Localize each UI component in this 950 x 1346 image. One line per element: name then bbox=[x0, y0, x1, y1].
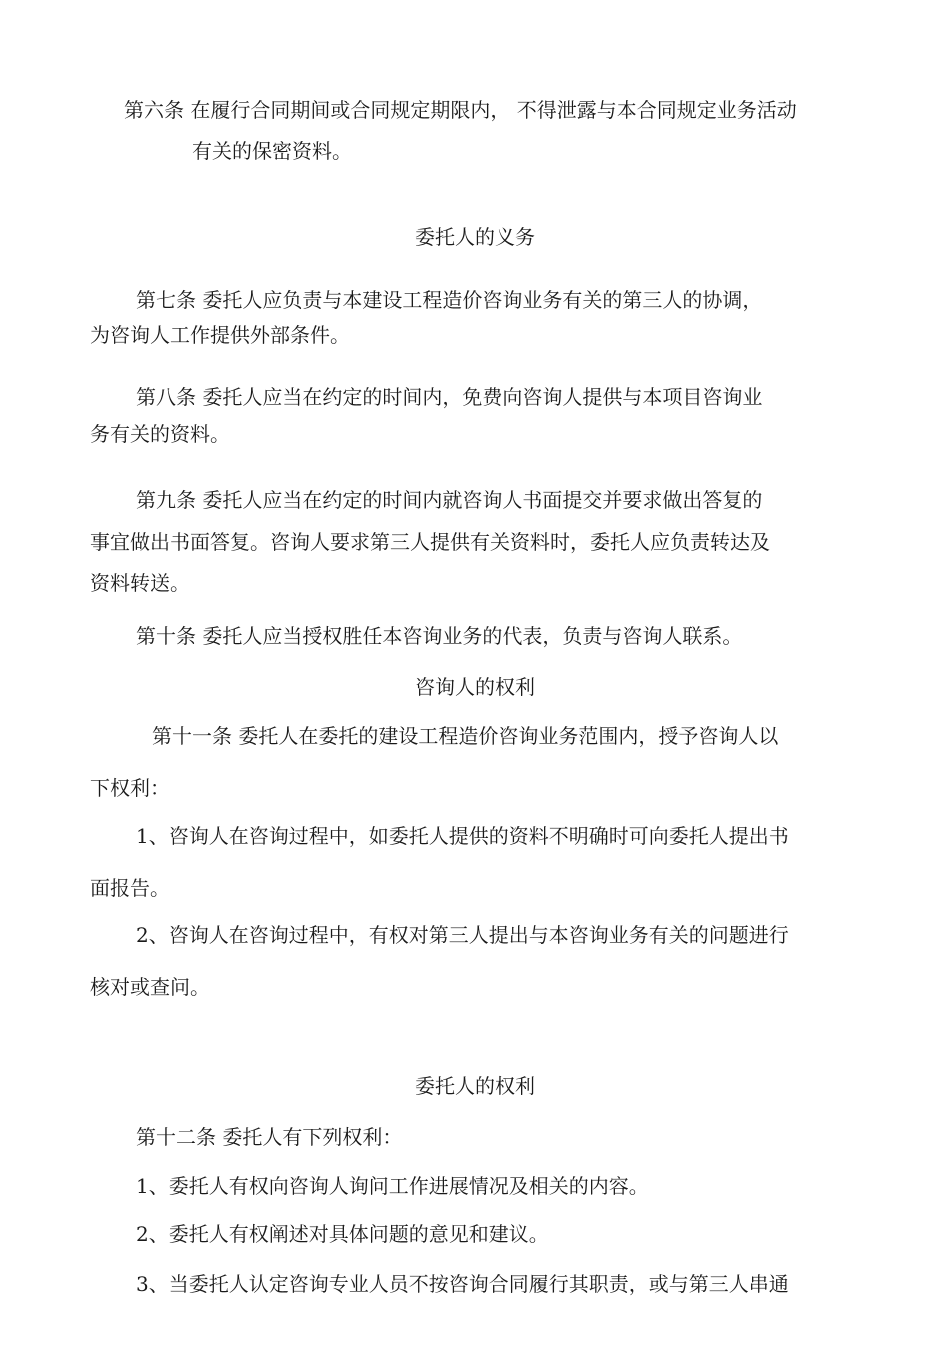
article-11-line-2: 下权利： bbox=[90, 776, 170, 800]
article-7-line-1: 第七条 委托人应负责与本建设工程造价咨询业务有关的第三人的协调， bbox=[136, 288, 763, 312]
article-9-line-1: 第九条 委托人应当在约定的时间内就咨询人书面提交并要求做出答复的 bbox=[136, 488, 763, 512]
article-9-line-2: 事宜做出书面答复。咨询人要求第三人提供有关资料时，委托人应负责转达及 bbox=[90, 530, 770, 554]
article-11-item-1-line-1: 1、咨询人在咨询过程中，如委托人提供的资料不明确时可向委托人提出书 bbox=[136, 824, 789, 848]
article-11-item-2-line-2: 核对或查问。 bbox=[90, 975, 210, 999]
article-8-line-2: 务有关的资料。 bbox=[90, 422, 230, 446]
article-7-line-2: 为咨询人工作提供外部条件。 bbox=[90, 323, 350, 347]
article-11-item-2-line-1: 2、咨询人在咨询过程中，有权对第三人提出与本咨询业务有关的问题进行 bbox=[136, 923, 789, 947]
article-9-line-3: 资料转送。 bbox=[90, 571, 190, 595]
article-12-item-3: 3、当委托人认定咨询专业人员不按咨询合同履行其职责，或与第三人串通 bbox=[136, 1272, 789, 1296]
article-10-line-1: 第十条 委托人应当授权胜任本咨询业务的代表，负责与咨询人联系。 bbox=[136, 624, 743, 648]
article-6-line-2: 有关的保密资料。 bbox=[192, 139, 352, 163]
article-11-line-1: 第十一条 委托人在委托的建设工程造价咨询业务范围内，授予咨询人以 bbox=[152, 724, 779, 748]
article-6-line-1: 第六条 在履行合同期间或合同规定期限内， 不得泄露与本合同规定业务活动 bbox=[124, 98, 797, 122]
article-8-line-1: 第八条 委托人应当在约定的时间内，免费向咨询人提供与本项目咨询业 bbox=[136, 385, 763, 409]
article-12-item-2: 2、委托人有权阐述对具体问题的意见和建议。 bbox=[136, 1222, 549, 1246]
article-12-item-1: 1、委托人有权向咨询人询问工作进展情况及相关的内容。 bbox=[136, 1174, 649, 1198]
section-heading-client-rights: 委托人的权利 bbox=[415, 1074, 535, 1098]
section-heading-client-obligations: 委托人的义务 bbox=[415, 225, 535, 249]
article-11-item-1-line-2: 面报告。 bbox=[90, 876, 170, 900]
section-heading-consultant-rights: 咨询人的权利 bbox=[415, 675, 535, 699]
article-12-line-1: 第十二条 委托人有下列权利： bbox=[136, 1125, 403, 1149]
